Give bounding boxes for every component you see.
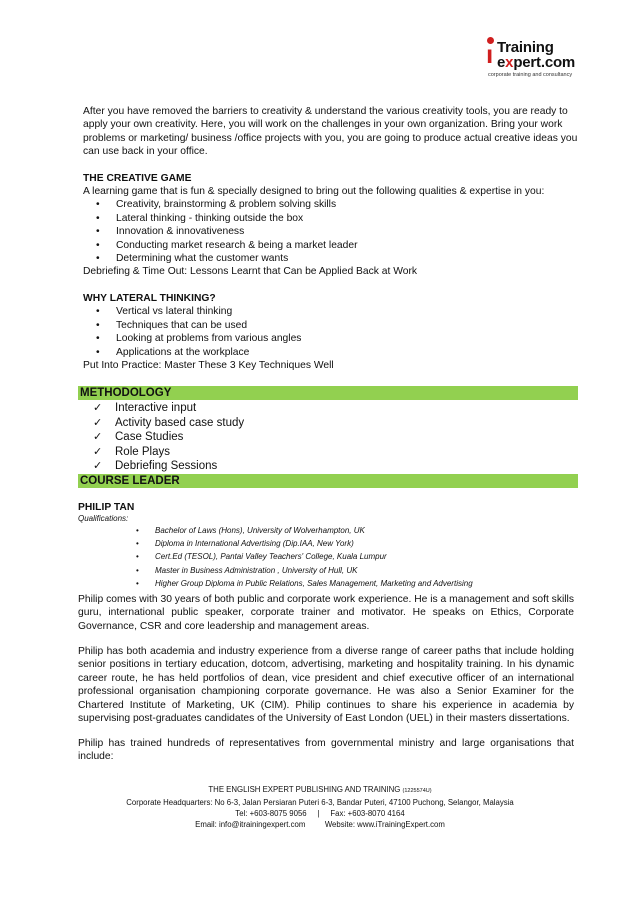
check-icon: ✓ bbox=[93, 416, 103, 429]
company-logo[interactable] bbox=[486, 37, 578, 81]
check-icon: ✓ bbox=[93, 431, 103, 443]
course-leader-section bbox=[78, 501, 578, 588]
qualifications-list bbox=[78, 524, 473, 590]
list-item: • Innovation & innovativeness bbox=[83, 225, 578, 238]
footer-contact-line: Tel: +603-8075 9056 | Fax: +603-8070 4164 bbox=[235, 809, 405, 818]
creative-game-lead: A learning game that is fun & specially designed to bring out the following qualities & expertise in you: bbox=[83, 186, 545, 198]
bio-paragraph-1: Philip comes with 30 years of both public and corporate work experience. He is a management and soft skills guru, international public speaker, corporate trainer and motivator. He speaks on Ethics, Corporate Governance, CSR and core leadership and management areas. bbox=[78, 594, 574, 632]
list-item: • Lateral thinking - thinking outside the box bbox=[83, 212, 578, 225]
list-item: • Looking at problems from various angles bbox=[83, 332, 578, 345]
footer-company-line: THE ENGLISH EXPERT PUBLISHING AND TRAINING (1225574U) bbox=[208, 785, 432, 794]
list-item: • Bachelor of Laws (Hons), University of Wolverhampton, UK bbox=[78, 524, 473, 537]
bio-paragraph-2: Philip has both academia and industry experience from a diverse range of career paths that include holding senior positions in tertiary education, dotcom, advertising, marketing and hospitality training. In his dynamic career route, he has held portfolios of dean, vice president and chief executive officer of an international professional organisation championing corporate governance. He was also a Senior Examiner for the Chartered Institute of Marketing, UK (CIM). Philip continues to share his experience in academia by supervising post-graduates candidates of the University of East London (UEL) in their masters dissertations. bbox=[78, 646, 574, 725]
logo-line1: Training bbox=[497, 39, 554, 56]
list-item: • Master in Business Administration , University of Hull, UK bbox=[78, 564, 473, 577]
lateral-heading: WHY LATERAL THINKING? bbox=[83, 292, 216, 304]
list-item: ✓ Debriefing Sessions bbox=[93, 460, 218, 472]
list-item: ✓ Role Plays bbox=[93, 445, 170, 458]
methodology-list bbox=[93, 401, 244, 474]
methodology-heading: METHODOLOGY bbox=[78, 386, 578, 400]
logo-tagline: corporate training and consultancy bbox=[488, 72, 573, 78]
check-icon: ✓ bbox=[93, 445, 103, 458]
list-item: • Creativity, brainstorming & problem solving skills bbox=[83, 198, 578, 211]
course-leader-heading: COURSE LEADER bbox=[78, 474, 578, 488]
list-item: • Applications at the workplace bbox=[83, 346, 578, 359]
check-icon: ✓ bbox=[93, 460, 103, 472]
lateral-closing: Put Into Practice: Master These 3 Key Techniques Well bbox=[83, 359, 334, 371]
list-item: • Cert.Ed (TESOL), Pantai Valley Teachers' College, Kuala Lumpur bbox=[78, 550, 473, 563]
list-item: • Vertical vs lateral thinking bbox=[83, 305, 578, 318]
list-item: • Diploma in International Advertising (Dip.IAA, New York) bbox=[78, 537, 473, 550]
qualifications-label: Qualifications: bbox=[78, 514, 129, 523]
list-item: ✓ Activity based case study bbox=[93, 416, 245, 429]
list-item: ✓ Case Studies bbox=[93, 431, 184, 443]
lateral-list bbox=[83, 305, 578, 359]
leader-name: PHILIP TAN bbox=[78, 502, 135, 513]
footer-address: Corporate Headquarters: No 6-3, Jalan Persiaran Puteri 6-3, Bandar Puteri, 47100 Puchong, Selangor, Malaysia bbox=[126, 798, 514, 807]
creative-game-list bbox=[83, 198, 578, 265]
page-footer bbox=[100, 784, 540, 830]
check-icon: ✓ bbox=[93, 402, 103, 414]
list-item: • Techniques that can be used bbox=[83, 319, 578, 332]
footer-website-link[interactable]: Website: www.iTrainingExpert.com bbox=[324, 820, 445, 829]
list-item: ✓ Interactive input bbox=[93, 402, 197, 414]
creative-game-closing: Debriefing & Time Out: Lessons Learnt that Can be Applied Back at Work bbox=[83, 266, 418, 278]
list-item: • Determining what the customer wants bbox=[83, 252, 578, 265]
footer-email-link[interactable]: Email: info@itrainingexpert.com bbox=[195, 820, 306, 829]
creative-game-heading: THE CREATIVE GAME bbox=[83, 172, 192, 184]
main-content bbox=[83, 105, 578, 372]
bio-paragraph-3: Philip has trained hundreds of representatives from governmental ministry and large organisations that include: bbox=[78, 738, 574, 763]
logo-line2: expert.com bbox=[497, 54, 576, 71]
logo-i-mark: ı bbox=[486, 39, 494, 69]
footer-web-line bbox=[100, 819, 540, 830]
list-item: • Higher Group Diploma in Public Relations, Sales Management, Marketing and Advertising bbox=[78, 577, 473, 590]
intro-paragraph: After you have removed the barriers to creativity & understand the various creativity tools, you are ready to apply your own creativity. Here, you will work on the challenges in your own organization. Bring your work problems or marketing/ business /office projects with you, you are going to produce actual creative ideas you can use back in your office. bbox=[83, 106, 578, 158]
list-item: • Conducting market research & being a market leader bbox=[83, 239, 578, 252]
